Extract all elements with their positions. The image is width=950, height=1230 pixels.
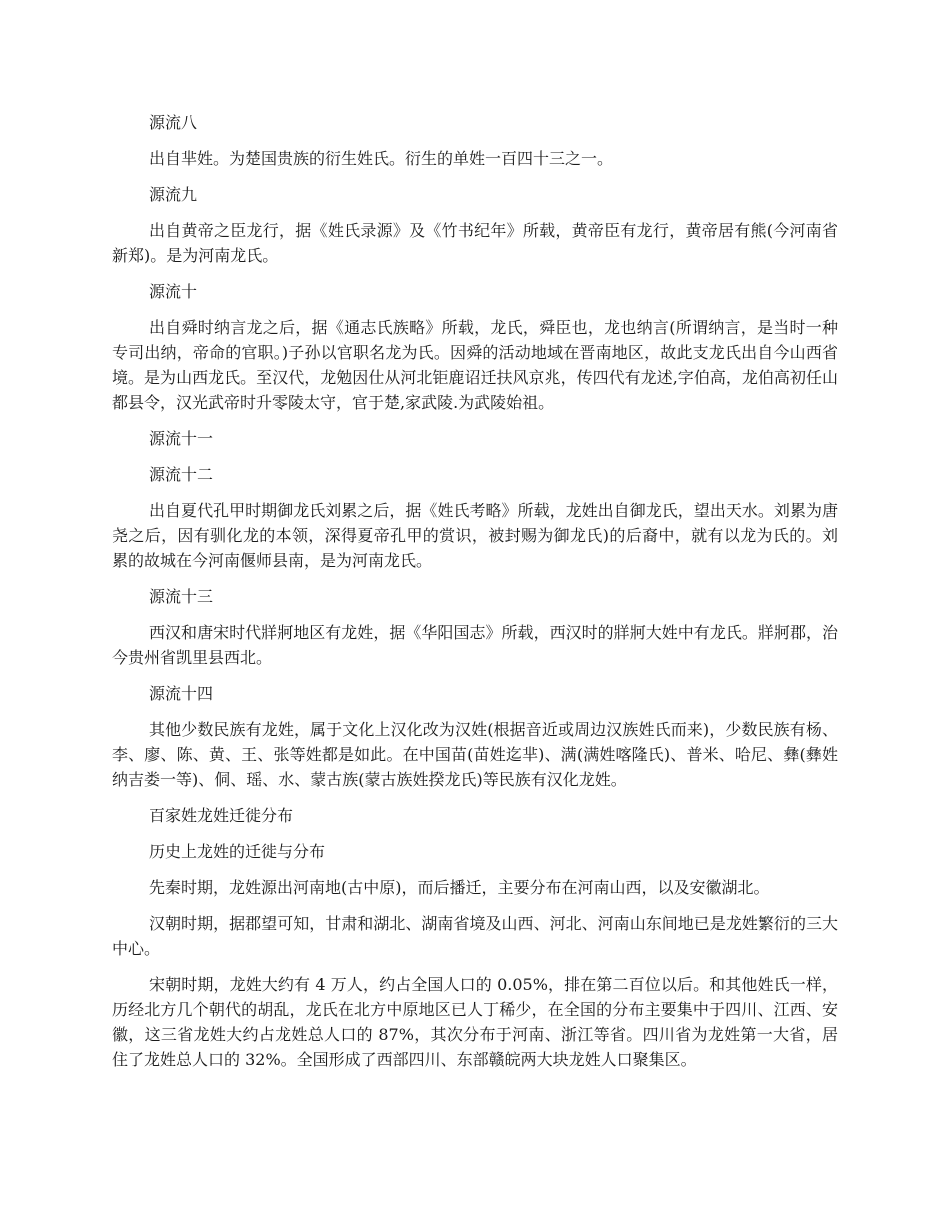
section-heading: 源流十三 (149, 587, 214, 606)
document-body (112, 110, 838, 1083)
paragraph: 出自夏代孔甲时期御龙氏刘累之后，据《姓氏考略》所载，龙姓出自御龙氏，望出天水。刘累为唐尧之后，因有驯化龙的本领，深得夏帝孔甲的赏识，被封赐为御龙氏)的后裔中，就有以龙为氏的。刘累的故城在今河南偃师县南，是为河南龙氏。 (112, 501, 838, 570)
paragraph: 出自黄帝之臣龙行，据《姓氏录源》及《竹书纪年》所载，黄帝臣有龙行，黄帝居有熊(今河南省新郑)。是为河南龙氏。 (112, 221, 838, 265)
paragraph: 出自芈姓。为楚国贵族的衍生姓氏。衍生的单姓一百四十三之一。 (149, 149, 614, 168)
section-heading: 源流八 (149, 113, 198, 132)
section-heading: 历史上龙姓的迁徙与分布 (149, 842, 326, 861)
paragraph: 西汉和唐宋时代牂牁地区有龙姓，据《华阳国志》所载，西汉时的牂牁大姓中有龙氏。牂牁郡，治今贵州省凯里县西北。 (112, 623, 838, 667)
section-heading: 源流十 (149, 282, 198, 301)
section-heading: 源流十四 (149, 684, 214, 703)
section-heading: 源流九 (149, 185, 198, 204)
section-heading: 百家姓龙姓迁徙分布 (149, 806, 294, 825)
section-heading: 源流十一 (149, 429, 214, 448)
paragraph: 其他少数民族有龙姓，属于文化上汉化改为汉姓(根据音近或周边汉族姓氏而来)，少数民族有杨、李、廖、陈、黄、王、张等姓都是如此。在中国苗(苗姓迄芈)、满(满姓喀隆氏)、普米、哈尼、彝(彝姓纳吉娄一等)、侗、瑶、水、蒙古族(蒙古族姓揆龙氏)等民族有汉化龙姓。 (112, 720, 838, 789)
paragraph: 宋朝时期，龙姓大约有 4 万人，约占全国人口的 0.05%，排在第二百位以后。和其他姓氏一样，历经北方几个朝代的胡乱，龙氏在北方中原地区已人丁稀少，在全国的分布主要集中于四川、江西、安徽，这三省龙姓大约占龙姓总人口的 87%，其次分布于河南、浙江等省。四川省为龙姓第一大省，居住了龙姓总人口的 32%。全国形成了西部四川、东部赣皖两大块龙姓人口聚集区。 (112, 975, 838, 1069)
section-heading: 源流十二 (149, 465, 214, 484)
paragraph: 汉朝时期，据郡望可知，甘肃和湖北、湖南省境及山西、河北、河南山东间地已是龙姓繁衍的三大中心。 (112, 914, 838, 958)
paragraph: 先秦时期，龙姓源出河南地(古中原)，而后播迁，主要分布在河南山西，以及安徽湖北。 (149, 878, 770, 897)
paragraph: 出自舜时纳言龙之后，据《通志氏族略》所载，龙氏，舜臣也，龙也纳言(所谓纳言，是当时一种专司出纳，帝命的官职。)子孙以官职名龙为氏。因舜的活动地域在晋南地区，故此支龙氏出自今山西省境。是为山西龙氏。至汉代，龙勉因仕从河北钜鹿诏迁扶风京兆，传四代有龙述,字伯高，龙伯高初任山都县令，汉光武帝时升零陵太守，官于楚,家武陵.为武陵始祖。 (112, 318, 838, 412)
